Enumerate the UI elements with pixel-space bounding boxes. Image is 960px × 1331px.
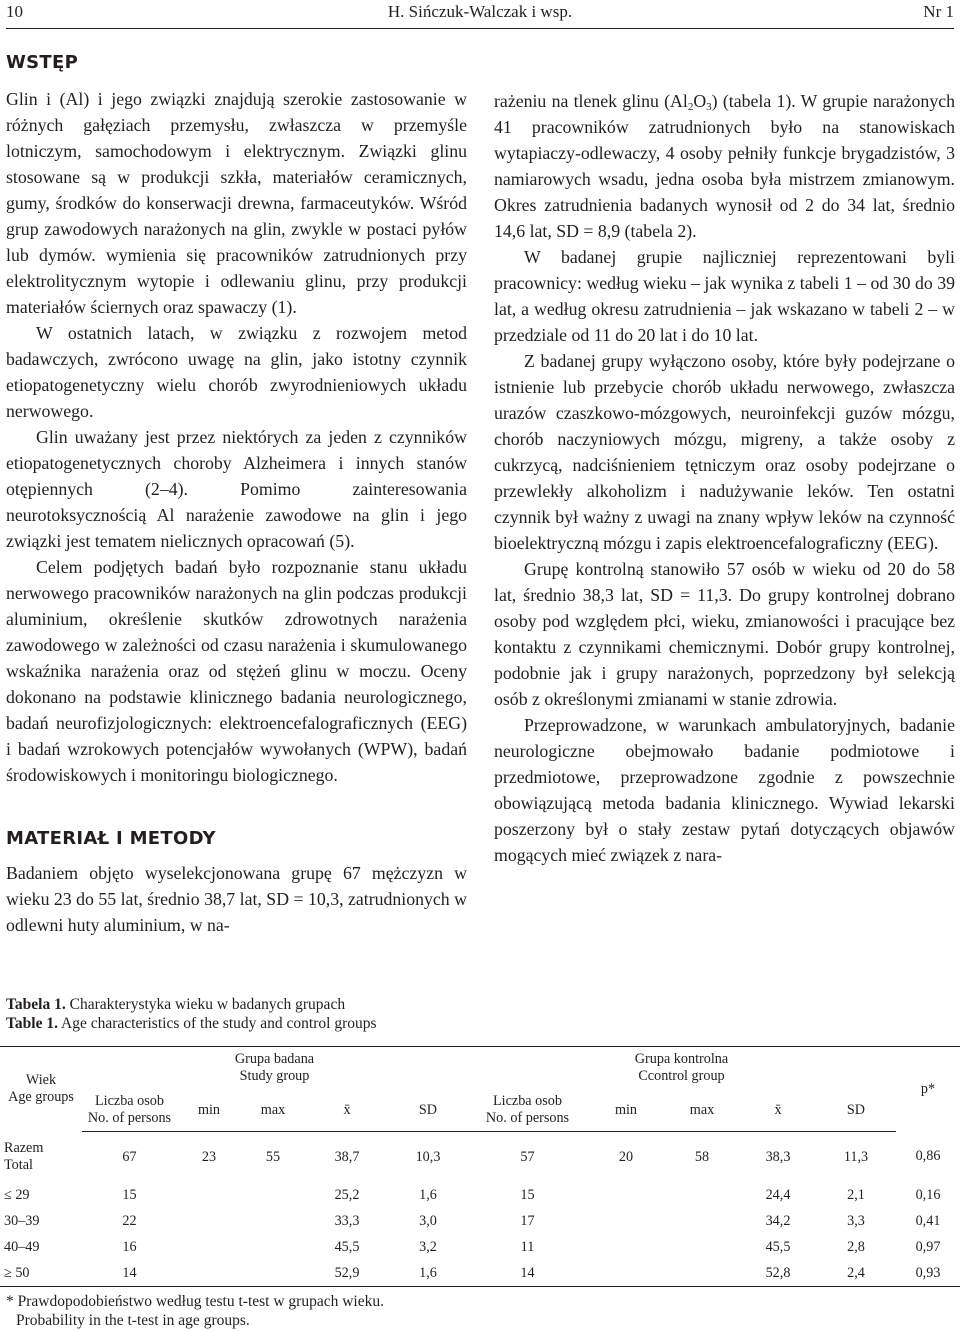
table-cell: 38,3 — [765, 1148, 791, 1165]
table-cell: 15 — [122, 1186, 137, 1203]
table-cell: 52,8 — [740, 1260, 816, 1287]
header-control-group: Grupa kontrolna Ccontrol group — [467, 1047, 896, 1090]
issue-number: Nr 1 — [923, 2, 954, 21]
table-cell: 22 — [122, 1212, 137, 1229]
table-cell: 14 — [82, 1260, 177, 1287]
table-cell — [664, 1208, 740, 1234]
table-cell: 11 — [520, 1238, 535, 1255]
table-cell: 38,7 — [334, 1148, 360, 1165]
table-cell: 16 — [122, 1238, 137, 1255]
header-min: min — [588, 1089, 664, 1132]
row-label: ≤ 29 — [4, 1186, 30, 1203]
table-cell — [588, 1208, 664, 1234]
table-cell — [588, 1260, 664, 1287]
table-row — [0, 1208, 960, 1234]
paragraph: Celem podjętych badań było rozpoznanie stanu układu nerwowego pracowników narażonych na glin podczas produkcji aluminium, określenie skutków zdrowotnych narażenia zawodowego w zależności od czasu narażenia i skumulowanego wskaźnika narażenia oraz od stężeń glinu w moczu. Oceny dokonano na podstawie klinicznego badania neurologicznego, badań neurofizjologicznych: elektroencefalograficznych (EEG) i badań wzrokowych potencjałów wywołanych (WPW), badań środowiskowych i monitoringu biologicznego. — [6, 557, 467, 785]
header-p: p* — [896, 1047, 960, 1132]
paragraph: Przeprowadzone, w warunkach ambulatoryjnych, badanie neurologiczne obejmowało badanie podmiotowe i przedmiotowe, przeprowadzone zgodnie z powszechnie obowiązującą metoda badania klinicznego. Wywiad lekarski poszerzony był o stały zestaw pytań dotyczących objawów mogących mieć związek z nara- — [494, 715, 955, 865]
header-mean: x̄ — [740, 1089, 816, 1132]
header-age: Wiek Age groups — [0, 1047, 82, 1132]
right-column — [494, 88, 955, 868]
table-cell: 3,0 — [419, 1212, 437, 1229]
table-cell — [177, 1234, 241, 1260]
table-cell: 20 — [618, 1148, 634, 1165]
row-label: ≥ 50 — [0, 1260, 82, 1287]
table-cell: 3,3 — [847, 1212, 865, 1229]
table-cell: 2,4 — [816, 1260, 896, 1287]
table-cell: 0,16 — [915, 1186, 941, 1203]
table-cell: 25,2 — [334, 1186, 360, 1203]
table-cell: 52,9 — [305, 1260, 389, 1287]
table-cell: 17 — [520, 1212, 535, 1229]
paragraph: Grupę kontrolną stanowiło 57 osób w wieku od 20 do 58 lat, średnio 38,3 lat, SD = 11,3. Do grupy kontrolnej dobrano osoby pod względem płci, wieku, zmianowości i pracujące bez kontaktu z czynnikami chemicznymi. Dobór grupy kontrolnej, podobnie jak i grupy narażonych, poprzedzony był selekcją osób z określonymi zmianami w stanie zdrowia. — [494, 559, 955, 709]
table-cell: 58 — [694, 1148, 710, 1165]
table-footnote: * Prawdopodobieństwo według testu t-test w grupach wieku. Probability in the t-test in age groups. — [6, 1293, 384, 1329]
table-cell — [664, 1234, 740, 1260]
table-cell — [241, 1208, 305, 1234]
table-cell: 45,5 — [334, 1238, 360, 1255]
table-cell — [177, 1182, 241, 1208]
paragraph: W badanej grupie najliczniej reprezentowani byli pracownicy: według wieku – jak wynika z tabeli 1 – od 30 do 39 lat, a według okresu zatrudnienia – jak wskazano w tabeli 2 – w przedziale od 11 do 20 lat i do 10 lat. — [494, 247, 955, 345]
heading-methods: MATERIAŁ I METODY — [6, 828, 216, 849]
table-cell: 0,93 — [896, 1260, 960, 1287]
header-sd: SD — [816, 1089, 896, 1132]
table-cell: 24,4 — [765, 1186, 791, 1203]
table-cell — [241, 1260, 305, 1287]
table-cell: 1,6 — [389, 1260, 467, 1287]
table-cell: 23 — [201, 1148, 217, 1165]
paragraph: Badaniem objęto wyselekcjonowana grupę 67 mężczyzn w wieku 23 do 55 lat, średnio 38,7 lat, SD = 10,3, zatrudnionych w odlewni huty aluminium, w na- — [6, 863, 467, 935]
table-cell — [241, 1234, 305, 1260]
table-row-total — [0, 1132, 960, 1183]
table-row — [0, 1260, 960, 1287]
header-mean: x̄ — [305, 1089, 389, 1132]
table-caption: Tabela 1. Charakterystyka wieku w badanych grupach Table 1. Age characteristics of the study and control groups — [6, 996, 377, 1032]
paragraph: Glin uważany jest przez niektórych za jeden z czynników etiopatogenetycznych choroby Alzheimera i innych stanów otępiennych (2–4). Pomimo zainteresowania neurotoksycznością Al narażenie zawodowe na glin i jego związki jest tematem nielicznych opracowań (5). — [6, 427, 467, 551]
table-cell — [588, 1234, 664, 1260]
table-cell: 2,8 — [847, 1238, 865, 1255]
header-n: Liczba osob No. of persons — [82, 1089, 177, 1132]
heading-introduction: WSTĘP — [6, 52, 79, 73]
table-cell: 1,6 — [419, 1186, 437, 1203]
header-max: max — [241, 1089, 305, 1132]
paragraph: Glin i (Al) i jego związki znajdują szerokie zastosowanie w różnych gałęziach przemysłu, zwłaszcza w przemyśle lotniczym, samochodowym i elektrycznym. Związki glinu stosowane są w produkcji szkła, materiałów ceramicznych, gumy, środków do konserwacji drewna, farmaceutyków. Wśród grup zawodowych narażonych na glin, zwykle w postaci pyłów lub dymów. wymienia się pracowników zatrudnionych przy elektrolitycznym wytopie i odlewaniu glinu, przy produkcji materiałów ściernych oraz spawaczy (1). — [6, 89, 467, 317]
table-cell: 2,1 — [847, 1186, 865, 1203]
table-cell — [241, 1182, 305, 1208]
table-cell — [664, 1260, 740, 1287]
table-cell: 55 — [265, 1148, 281, 1165]
running-header — [6, 0, 954, 26]
header-rule — [6, 28, 954, 29]
row-label: Razem Total — [4, 1139, 44, 1173]
table-cell: 0,41 — [915, 1212, 941, 1229]
table-cell: 11,3 — [843, 1148, 869, 1165]
table-cell: 57 — [520, 1148, 535, 1165]
table-row — [0, 1234, 960, 1260]
table-cell: 3,2 — [419, 1238, 437, 1255]
table-cell — [177, 1260, 241, 1287]
left-column — [6, 48, 467, 938]
paragraph: W ostatnich latach, w związku z rozwojem metod badawczych, zwrócono uwagę na glin, jako istotny czynnik etiopatogenetyczny wielu chorób zwyrodnieniowych układu nerwowego. — [6, 323, 467, 421]
paragraph: rażeniu na tlenek glinu $(Al_2O_3)$ (tabela 1). W grupie narażonych 41 pracowników zatrudnionych było na stanowiskach wytapiaczy-odlewaczy, 4 osoby pełniły funkcje brygadzistów, 3 namiarowych wsadu, jedna osoba była mistrzem zmianowym. Okres zatrudnienia badanych wynosił od 2 do 34 lat, średnio 14,6 lat, SD = 8,9 (tabela 2). — [494, 91, 955, 241]
header-n: Liczba osob No. of persons — [467, 1089, 588, 1132]
table-header-row — [0, 1047, 960, 1090]
table-subheader-row — [0, 1089, 960, 1132]
row-label: 40–49 — [4, 1238, 40, 1255]
table-cell: 67 — [122, 1148, 137, 1165]
age-table — [0, 1046, 960, 1287]
header-sd: SD — [389, 1089, 467, 1132]
table-cell: 0,86 — [915, 1148, 941, 1165]
row-label: 30–39 — [4, 1212, 40, 1229]
page-number: 10 — [6, 2, 23, 21]
header-study-group: Grupa badana Study group — [82, 1047, 467, 1090]
table-cell: 0,97 — [915, 1238, 941, 1255]
running-authors: H. Sińczuk-Walczak i wsp. — [387, 2, 573, 21]
table-cell: 14 — [467, 1260, 588, 1287]
header-max: max — [664, 1089, 740, 1132]
table-cell — [664, 1182, 740, 1208]
paragraph: Z badanej grupy wyłączono osoby, które były podejrzane o istnienie lub przebycie chorób układu nerwowego, zwłaszcza urazów czaszkowo-mózgowych, neuroinfekcji guzów mózgu, chorób naczyniowych mózgu, migreny, a także osoby z cukrzycą, nadciśnieniem tętniczym oraz osoby podejrzane o przewlekły alkoholizm i nadużywanie leków. Ten ostatni czynnik był ważny z uwagi na znany wpływ leków na czynność bioelektryczną mózgu i zapis elektroencefalograficzny (EEG). — [494, 351, 955, 553]
table-cell: 45,5 — [765, 1238, 791, 1255]
header-min: min — [177, 1089, 241, 1132]
table-row — [0, 1182, 960, 1208]
table-cell: 15 — [520, 1186, 535, 1203]
table-cell: 34,2 — [765, 1212, 791, 1229]
table-cell: 10,3 — [415, 1148, 441, 1165]
table-cell — [177, 1208, 241, 1234]
table-cell: 33,3 — [334, 1212, 360, 1229]
table-cell — [588, 1182, 664, 1208]
